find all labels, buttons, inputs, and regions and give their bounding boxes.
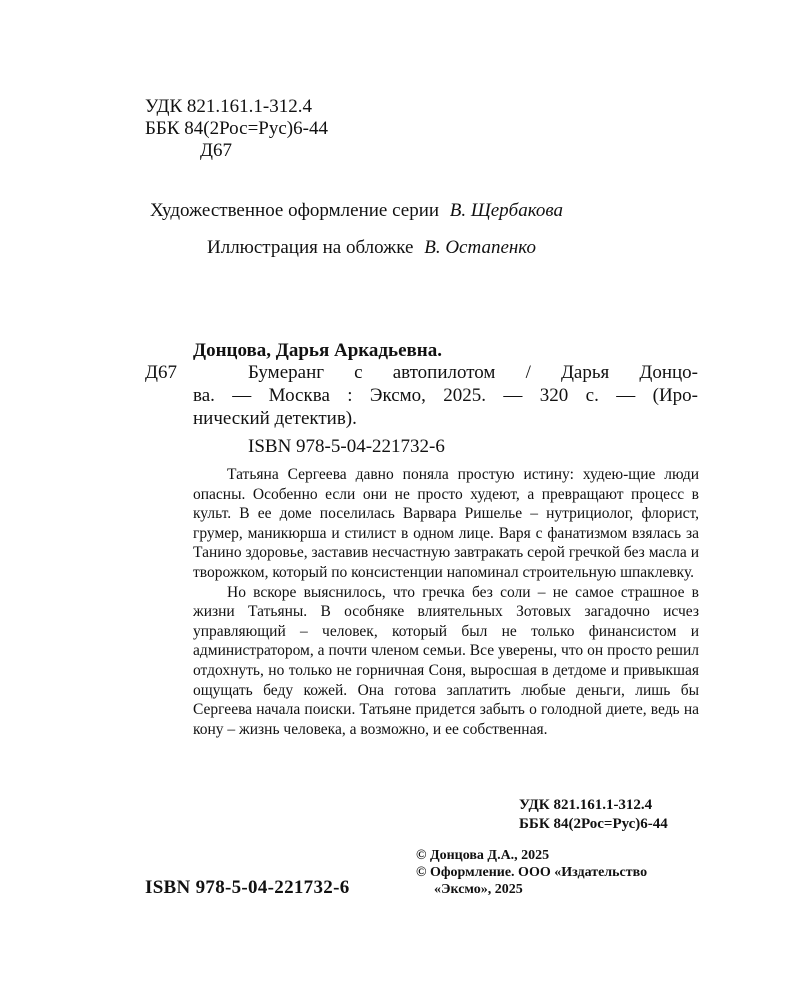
header-code: Д67 <box>200 140 232 161</box>
catalog-author: Донцова, Дарья Аркадьевна. <box>193 340 442 361</box>
copyright-block <box>416 847 647 898</box>
cover-illustration-label: Иллюстрация на обложке <box>207 237 414 258</box>
annotation <box>193 465 699 739</box>
catalog-line-3: нический детектив). <box>193 408 357 429</box>
annotation-paragraph-1: Татьяна Сергеева давно поняла простую истину: худею-щие люди опасны. Особенно если они не просто худеют, а превращают процесс в культ. В ее доме поселилась Варвара Ришелье – нутрициолог, флорист, грумер, маникюрша и стилист в одном лице. Варя с фанатизмом взялась за Танино здоровье, заставив несчастную завтракать серой гречкой без масла и творожком, который по консистенции напоминал строительную шпаклевку. <box>193 466 699 581</box>
copyright-publisher: «Эксмо», 2025 <box>434 882 523 897</box>
series-design-name: В. Щербакова <box>449 200 563 221</box>
annotation-paragraph-2: Но вскоре выяснилось, что гречка без соли – не самое страшное в жизни Татьяны. В особняке влиятельных Зотовых загадочно исчез управляющий – человек, который был не только финансистом и администратором, а почти членом семьи. Все уверены, что он просто решил отдохнуть, но только не горничная Соня, выросшая в детдоме и привыкшая ощущать беду кожей. Она готова заплатить любые деньги, лишь бы Сергеева начала поиски. Татьяне придется забыть о голодной диете, ведь на кону – жизнь человека, а возможно, и ее собственная. <box>193 583 699 738</box>
header-block <box>145 96 328 162</box>
series-design-label: Художественное оформление серии <box>150 200 440 221</box>
catalog-isbn: ISBN 978-5-04-221732-6 <box>248 436 445 457</box>
catalog-code: Д67 <box>145 362 177 383</box>
series-design-credit <box>150 199 563 223</box>
footer-bbk: ББК 84(2Рос=Рус)6-44 <box>519 816 668 832</box>
cover-illustration-name: В. Остапенко <box>424 237 536 258</box>
copyright-author: © Донцова Д.А., 2025 <box>416 848 550 863</box>
copyright-design: © Оформление. ООО «Издательство <box>416 865 648 880</box>
header-bbk: ББК 84(2Рос=Рус)6-44 <box>145 118 328 139</box>
footer-udk: УДК 821.161.1-312.4 <box>519 797 653 813</box>
footer-isbn: ISBN 978-5-04-221732-6 <box>145 877 350 898</box>
catalog-line-2: ва. — Москва : Эксмо, 2025. — 320 с. — (Иро- <box>193 385 698 406</box>
catalog-description <box>193 361 698 430</box>
catalog-line-1: Бумеранг с автопилотом / Дарья Донцо- <box>248 362 698 383</box>
header-udk: УДК 821.161.1-312.4 <box>145 96 312 117</box>
cover-illustration-credit <box>207 236 536 260</box>
